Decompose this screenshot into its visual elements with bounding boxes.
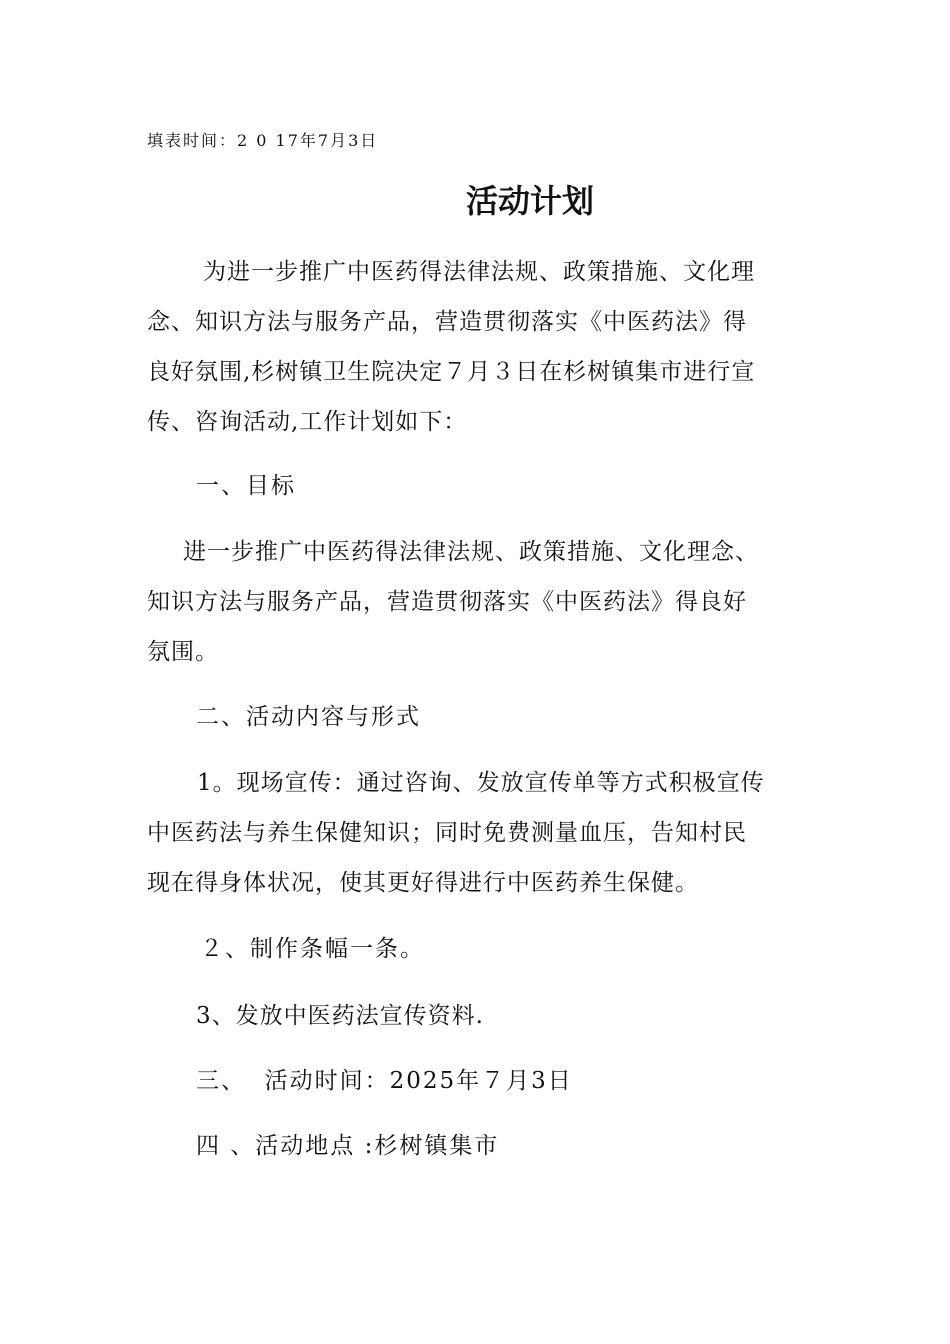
goal-line: 进一步推广中医药得法律法规、政策措施、文化理念、 xyxy=(183,539,759,565)
item1-line: 中医药法与养生保健知识；同时免费测量血压，告知村民 xyxy=(147,820,747,846)
content-item-3: 3、发放中医药法宣传资料. xyxy=(196,1003,484,1029)
intro-line: 良好氛围,杉树镇卫生院决定７月３日在杉树镇集市进行宣 xyxy=(147,359,756,385)
section-heading-time: 三、 活动时间：2025年７月3日 xyxy=(196,1068,573,1094)
content-item-2: ２、制作条幅一条。 xyxy=(200,936,425,962)
document-title: 活动计划 xyxy=(465,182,594,220)
item1-line: 现在得身体状况，使其更好得进行中医药养生保健。 xyxy=(147,870,699,896)
intro-line: 念、知识方法与服务产品，营造贯彻落实《中医药法》得 xyxy=(147,309,747,335)
item1-line: 1。现场宣传：通过咨询、发放宣传单等方式积极宣传 xyxy=(197,770,765,796)
section-heading-goal: 一、目标 xyxy=(196,473,296,499)
intro-line: 为进一步推广中医药得法律法规、政策措施、文化理 xyxy=(203,259,755,285)
content-item-1 xyxy=(147,758,817,908)
intro-paragraph xyxy=(147,247,817,447)
section-heading-location: 四 、活动地点 :杉树镇集市 xyxy=(196,1133,500,1159)
fill-date: 填表时间：2 0 17年7月3日 xyxy=(147,131,379,150)
section-heading-content: 二、活动内容与形式 xyxy=(196,704,421,730)
goal-paragraph xyxy=(147,527,817,677)
goal-line: 知识方法与服务产品，营造贯彻落实《中医药法》得良好 xyxy=(147,589,747,615)
goal-line: 氛围。 xyxy=(147,639,219,665)
intro-line: 传、咨询活动,工作计划如下： xyxy=(147,409,468,435)
